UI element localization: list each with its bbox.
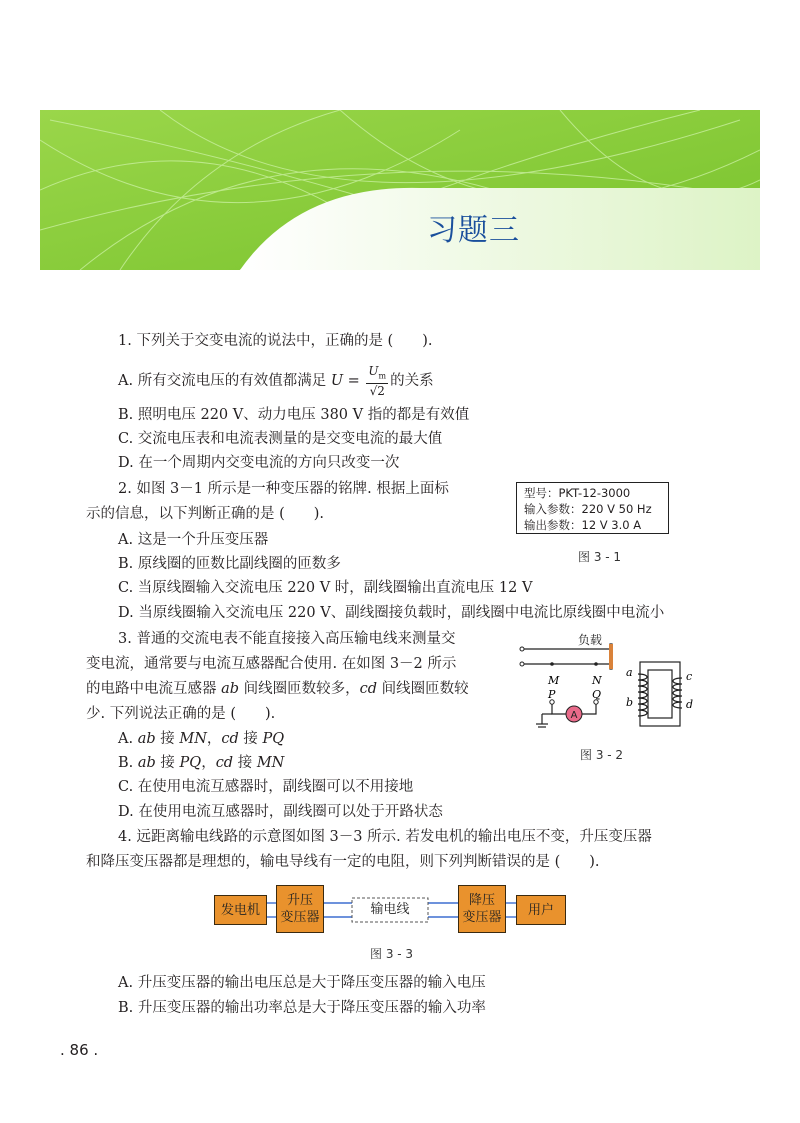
q3-option-c: C. 在使用电流互感器时，副线圈可以不用接地: [118, 779, 414, 795]
q3-stem-line1: 3. 普通的交流电表不能直接接入高压输电线来测量交: [118, 631, 456, 647]
terminal-2: [520, 662, 524, 666]
q2-stem-line1: 2. 如图 3－1 所示是一种变压器的铭牌. 根据上面标: [118, 481, 449, 497]
node-m: [550, 662, 554, 666]
q4-stem-line1: 4. 远距离输电线路的示意图如图 3－3 所示. 若发电机的输出电压不变，升压变压器: [118, 829, 652, 845]
terminal-1: [520, 647, 524, 651]
ammeter-label: A: [570, 710, 578, 721]
load-label: 负载: [578, 633, 603, 647]
q1-option-a: [118, 364, 434, 398]
label-d: d: [686, 698, 694, 711]
q3-stem-line4: 少. 下列说法正确的是 ( ).: [86, 706, 276, 722]
q3-stem-line3: 的电路中电流互感器 ab 间线圈匝数较多，cd 间线圈匝数较: [86, 681, 469, 697]
q2-option-a: A. 这是一个升压变压器: [118, 532, 269, 548]
label-n: N: [592, 674, 602, 687]
page-number: . 86 .: [60, 1041, 99, 1059]
q1-a-prefix: A. 所有交流电压的有效值都满足: [118, 373, 331, 390]
q2-stem-line2: 示的信息，以下判断正确的是 ( ).: [86, 506, 325, 522]
nameplate-output: 输出参数：12 V 3.0 A: [524, 518, 642, 532]
q4-option-b: B. 升压变压器的输出功率总是大于降压变压器的输入功率: [118, 1000, 486, 1016]
q2-option-b: B. 原线圈的匝数比副线圈的匝数多: [118, 556, 341, 572]
transmission-line-label: 输电线: [370, 902, 410, 917]
q2-option-d: D. 当原线圈输入交流电压 220 V、副线圈接负载时，副线圈中电流比原线圈中电流小: [118, 605, 665, 621]
label-m: M: [548, 674, 560, 687]
chapter-banner: [40, 110, 760, 270]
q1-a-eq: =: [343, 373, 365, 390]
q1-stem: 1. 下列关于交变电流的说法中，正确的是 ( ).: [118, 333, 433, 349]
label-c: c: [686, 670, 693, 683]
label-p: P: [548, 688, 556, 701]
q3-option-a: A. ab 接 MN，cd 接 PQ: [118, 731, 285, 747]
p-wire: [552, 702, 566, 714]
q3-option-b: B. ab 接 PQ，cd 接 MN: [118, 755, 285, 771]
nameplate-input: 输入参数：220 V 50 Hz: [524, 502, 652, 516]
q4-stem-line2: 和降压变压器都是理想的，输电导线有一定的电阻，则下列判断错误的是 ( ).: [86, 854, 600, 870]
q1-a-suffix: 的关系: [390, 373, 434, 390]
q1-a-denominator: √2: [369, 384, 385, 399]
q2-option-c: C. 当原线圈输入交流电压 220 V 时，副线圈输出直流电压 12 V: [118, 580, 533, 596]
figure-3-3-caption: 图 3 - 3: [370, 947, 414, 961]
label-b: b: [626, 696, 634, 709]
q-wire: [582, 702, 596, 714]
primary-coil: [638, 674, 647, 716]
q1-option-c: C. 交流电压表和电流表测量的是交变电流的最大值: [118, 431, 443, 447]
generator-box: 发电机: [214, 895, 267, 925]
q1-a-var: U: [330, 373, 344, 390]
q1-option-d: D. 在一个周期内交变电流的方向只改变一次: [118, 455, 400, 471]
figure-3-2-circuit: [510, 632, 700, 742]
transformer-core-inner: [648, 670, 672, 718]
q4-option-a: A. 升压变压器的输出电压总是大于降压变压器的输入电压: [118, 975, 486, 991]
node-n: [594, 662, 598, 666]
step-up-transformer-box: 升压 变压器: [276, 885, 324, 933]
q1-a-fraction: [366, 364, 388, 398]
secondary-coil: [673, 678, 682, 708]
q1-a-numerator: $U_m$: [366, 364, 388, 384]
step-down-transformer-box: 降压 变压器: [458, 885, 506, 933]
user-box: 用户: [516, 895, 566, 925]
chapter-title: 习题三: [427, 213, 520, 248]
nameplate-model: 型号：PKT-12-3000: [524, 486, 631, 500]
transformer-nameplate: [516, 482, 669, 534]
figure-3-2-caption: 图 3 - 2: [580, 748, 624, 762]
label-a: a: [626, 666, 633, 679]
figure-3-1-caption: 图 3 - 1: [578, 550, 622, 564]
label-q: Q: [592, 688, 602, 701]
load-body: [609, 644, 613, 669]
banner-graphic: [40, 110, 760, 270]
q3-stem-line2: 变电流，通常要与电流互感器配合使用. 在如图 3－2 所示: [86, 656, 457, 672]
q3-option-d: D. 在使用电流互感器时，副线圈可以处于开路状态: [118, 804, 443, 820]
q1-option-b: B. 照明电压 220 V、动力电压 380 V 指的都是有效值: [118, 407, 470, 423]
